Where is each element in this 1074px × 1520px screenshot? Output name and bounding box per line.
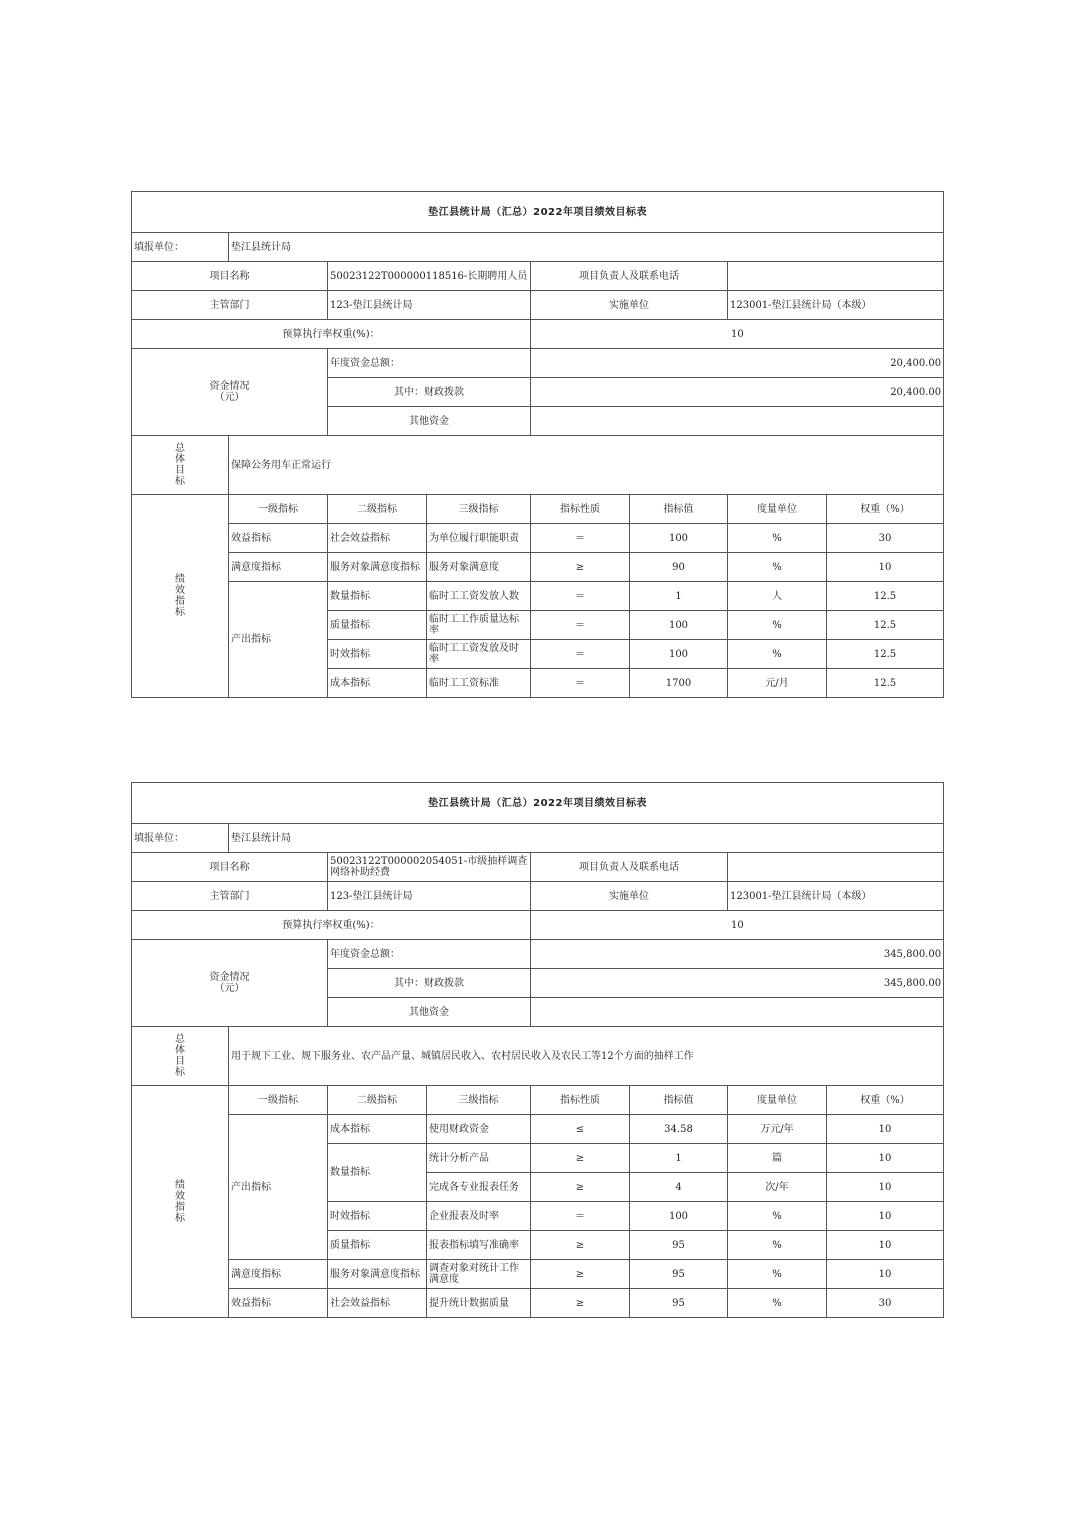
cell-unit: 人 xyxy=(728,582,827,611)
project-name-value: 50023122T000002054051-市级抽样调查网络补助经费 xyxy=(328,853,531,882)
perf-label-char: 标 xyxy=(175,1212,185,1224)
annual-total-label: 年度资金总额： xyxy=(328,940,531,969)
table-grid xyxy=(131,782,944,1318)
table-row xyxy=(132,1260,944,1289)
annual-total-value: 20,400.00 xyxy=(531,349,944,378)
project-name-value: 50023122T000000118516-长期聘用人员 xyxy=(328,262,531,291)
project-name-label: 项目名称 xyxy=(132,262,328,291)
fiscal-label: 其中：财政拨款 xyxy=(328,969,531,998)
cell-unit: 篇 xyxy=(728,1144,827,1173)
cell-level1: 效益指标 xyxy=(229,524,328,553)
cell-level3: 为单位履行职能职责 xyxy=(427,524,531,553)
funds-label xyxy=(132,940,328,1027)
impl-label: 实施单位 xyxy=(531,291,728,320)
impl-label: 实施单位 xyxy=(531,882,728,911)
goal-label-char: 标 xyxy=(175,476,185,487)
fiscal-label: 其中：财政拨款 xyxy=(328,378,531,407)
cell-level2: 成本指标 xyxy=(328,1115,427,1144)
performance-table-1 xyxy=(131,191,943,698)
cell-level3: 提升统计数据质量 xyxy=(427,1289,531,1318)
table-row xyxy=(132,524,944,553)
goal-label-char: 总 xyxy=(175,443,185,454)
budget-weight-label: 预算执行率权重(%)： xyxy=(132,911,531,940)
cell-level3: 临时工工资发放人数 xyxy=(427,582,531,611)
header-unit: 度量单位 xyxy=(728,1086,827,1115)
funds-label-line1: 资金情况 xyxy=(209,972,250,983)
cell-value: 1700 xyxy=(630,669,728,698)
funds-label-line1: 资金情况 xyxy=(209,381,250,392)
cell-unit: % xyxy=(728,1260,827,1289)
cell-unit: % xyxy=(728,611,827,640)
fill-unit-label: 填报单位： xyxy=(132,233,229,262)
cell-weight: 10 xyxy=(827,1231,944,1260)
cell-level2: 质量指标 xyxy=(328,611,427,640)
impl-value: 123001-垫江县统计局（本级） xyxy=(728,291,944,320)
header-value: 指标值 xyxy=(630,1086,728,1115)
dept-value: 123-垫江县统计局 xyxy=(328,882,531,911)
cell-weight: 12.5 xyxy=(827,640,944,669)
table-row xyxy=(132,1115,944,1144)
performance-table-2 xyxy=(131,782,943,1318)
header-level3: 三级指标 xyxy=(427,495,531,524)
cell-level2: 质量指标 xyxy=(328,1231,427,1260)
goal-label-char: 标 xyxy=(175,1067,185,1078)
cell-weight: 10 xyxy=(827,553,944,582)
table-title: 垫江县统计局（汇总）2022年项目绩效目标表 xyxy=(132,192,944,233)
cell-level3: 临时工工资发放及时率 xyxy=(427,640,531,669)
header-level2: 二级指标 xyxy=(328,495,427,524)
contact-label: 项目负责人及联系电话 xyxy=(531,262,728,291)
cell-level2: 社会效益指标 xyxy=(328,524,427,553)
cell-level3: 使用财政资金 xyxy=(427,1115,531,1144)
budget-weight-value: 10 xyxy=(531,911,944,940)
cell-nature: ＝ xyxy=(531,1202,630,1231)
header-value: 指标值 xyxy=(630,495,728,524)
cell-weight: 12.5 xyxy=(827,611,944,640)
cell-unit: % xyxy=(728,1231,827,1260)
cell-unit: 次/年 xyxy=(728,1173,827,1202)
goal-label-char: 体 xyxy=(175,454,185,465)
cell-level2: 时效指标 xyxy=(328,640,427,669)
fill-unit-value: 垫江县统计局 xyxy=(229,824,944,853)
header-weight: 权重（%） xyxy=(827,1086,944,1115)
other-funds-value xyxy=(531,407,944,436)
cell-level2: 服务对象满意度指标 xyxy=(328,553,427,582)
cell-value: 1 xyxy=(630,1144,728,1173)
cell-level1: 满意度指标 xyxy=(229,1260,328,1289)
dept-label: 主管部门 xyxy=(132,882,328,911)
project-name-label: 项目名称 xyxy=(132,853,328,882)
cell-unit: % xyxy=(728,1289,827,1318)
cell-weight: 30 xyxy=(827,1289,944,1318)
performance-label xyxy=(132,495,229,698)
other-funds-label: 其他资金 xyxy=(328,998,531,1027)
goal-label-char: 总 xyxy=(175,1034,185,1045)
cell-weight: 12.5 xyxy=(827,582,944,611)
cell-nature: ＝ xyxy=(531,582,630,611)
header-unit: 度量单位 xyxy=(728,495,827,524)
contact-value xyxy=(728,853,944,882)
table-grid xyxy=(131,191,944,698)
dept-label: 主管部门 xyxy=(132,291,328,320)
perf-label-char: 指 xyxy=(175,596,185,607)
cell-level3: 报表指标填写准确率 xyxy=(427,1231,531,1260)
annual-total-value: 345,800.00 xyxy=(531,940,944,969)
table-title: 垫江县统计局（汇总）2022年项目绩效目标表 xyxy=(132,783,944,824)
cell-weight: 10 xyxy=(827,1173,944,1202)
funds-label-line2: （元） xyxy=(214,983,245,994)
cell-level2: 社会效益指标 xyxy=(328,1289,427,1318)
cell-level2: 数量指标 xyxy=(328,1144,427,1202)
cell-nature: ≤ xyxy=(531,1115,630,1144)
budget-weight-label: 预算执行率权重(%)： xyxy=(132,320,531,349)
cell-level1: 满意度指标 xyxy=(229,553,328,582)
contact-value xyxy=(728,262,944,291)
other-funds-label: 其他资金 xyxy=(328,407,531,436)
cell-value: 95 xyxy=(630,1260,728,1289)
cell-level3: 统计分析产品 xyxy=(427,1144,531,1173)
cell-nature: ≥ xyxy=(531,553,630,582)
table-row xyxy=(132,553,944,582)
cell-weight: 10 xyxy=(827,1144,944,1173)
cell-value: 95 xyxy=(630,1231,728,1260)
funds-label-line2: （元） xyxy=(214,392,245,403)
cell-nature: ＝ xyxy=(531,669,630,698)
cell-value: 100 xyxy=(630,1202,728,1231)
cell-nature: ≥ xyxy=(531,1144,630,1173)
cell-value: 1 xyxy=(630,582,728,611)
perf-label-char: 效 xyxy=(175,585,185,596)
budget-weight-value: 10 xyxy=(531,320,944,349)
overall-goal-label xyxy=(132,436,229,495)
cell-level1: 产出指标 xyxy=(229,1115,328,1260)
cell-level2: 时效指标 xyxy=(328,1202,427,1231)
fill-unit-value: 垫江县统计局 xyxy=(229,233,944,262)
overall-goal-text: 保障公务用车正常运行 xyxy=(229,436,944,495)
cell-nature: ＝ xyxy=(531,524,630,553)
cell-level1: 产出指标 xyxy=(229,582,328,698)
cell-unit: 元/月 xyxy=(728,669,827,698)
cell-value: 4 xyxy=(630,1173,728,1202)
goal-label-char: 目 xyxy=(175,1056,185,1067)
cell-level3: 服务对象满意度 xyxy=(427,553,531,582)
cell-value: 90 xyxy=(630,553,728,582)
perf-label-char: 绩 xyxy=(175,574,185,585)
cell-level3: 企业报表及时率 xyxy=(427,1202,531,1231)
goal-label-char: 体 xyxy=(175,1045,185,1056)
cell-weight: 10 xyxy=(827,1115,944,1144)
perf-label-char: 效 xyxy=(175,1190,185,1202)
header-nature: 指标性质 xyxy=(531,495,630,524)
table-row xyxy=(132,582,944,611)
header-nature: 指标性质 xyxy=(531,1086,630,1115)
cell-level3: 临时工工作质量达标率 xyxy=(427,611,531,640)
perf-label-char: 绩 xyxy=(175,1179,185,1191)
annual-total-label: 年度资金总额： xyxy=(328,349,531,378)
header-level1: 一级指标 xyxy=(229,495,328,524)
cell-weight: 10 xyxy=(827,1260,944,1289)
overall-goal-text: 用于规下工业、规下服务业、农产品产量、城镇居民收入、农村居民收入及农民工等12个方面的抽样工作 xyxy=(229,1027,944,1086)
cell-level2: 成本指标 xyxy=(328,669,427,698)
header-weight: 权重（%） xyxy=(827,495,944,524)
cell-unit: % xyxy=(728,640,827,669)
cell-nature: ＝ xyxy=(531,640,630,669)
contact-label: 项目负责人及联系电话 xyxy=(531,853,728,882)
header-level2: 二级指标 xyxy=(328,1086,427,1115)
cell-value: 34.58 xyxy=(630,1115,728,1144)
cell-level3: 调查对象对统计工作满意度 xyxy=(427,1260,531,1289)
cell-nature: ≥ xyxy=(531,1260,630,1289)
cell-value: 95 xyxy=(630,1289,728,1318)
cell-nature: ≥ xyxy=(531,1231,630,1260)
funds-label xyxy=(132,349,328,436)
cell-level2: 数量指标 xyxy=(328,582,427,611)
cell-weight: 30 xyxy=(827,524,944,553)
cell-weight: 10 xyxy=(827,1202,944,1231)
cell-nature: ≥ xyxy=(531,1289,630,1318)
cell-level1: 效益指标 xyxy=(229,1289,328,1318)
performance-label xyxy=(132,1086,229,1318)
dept-value: 123-垫江县统计局 xyxy=(328,291,531,320)
cell-unit: % xyxy=(728,1202,827,1231)
table-row xyxy=(132,1289,944,1318)
impl-value: 123001-垫江县统计局（本级） xyxy=(728,882,944,911)
goal-label-char: 目 xyxy=(175,465,185,476)
fill-unit-label: 填报单位： xyxy=(132,824,229,853)
fiscal-value: 345,800.00 xyxy=(531,969,944,998)
perf-label-char: 标 xyxy=(175,607,185,618)
cell-weight: 12.5 xyxy=(827,669,944,698)
cell-nature: ＝ xyxy=(531,611,630,640)
header-level3: 三级指标 xyxy=(427,1086,531,1115)
cell-level3: 临时工工资标准 xyxy=(427,669,531,698)
cell-value: 100 xyxy=(630,524,728,553)
cell-level2: 服务对象满意度指标 xyxy=(328,1260,427,1289)
fiscal-value: 20,400.00 xyxy=(531,378,944,407)
cell-unit: % xyxy=(728,553,827,582)
perf-label-char: 指 xyxy=(175,1201,185,1213)
cell-nature: ≥ xyxy=(531,1173,630,1202)
cell-unit: 万元/年 xyxy=(728,1115,827,1144)
cell-value: 100 xyxy=(630,611,728,640)
overall-goal-label xyxy=(132,1027,229,1086)
other-funds-value xyxy=(531,998,944,1027)
cell-value: 100 xyxy=(630,640,728,669)
header-level1: 一级指标 xyxy=(229,1086,328,1115)
cell-level3: 完成各专业报表任务 xyxy=(427,1173,531,1202)
cell-unit: % xyxy=(728,524,827,553)
